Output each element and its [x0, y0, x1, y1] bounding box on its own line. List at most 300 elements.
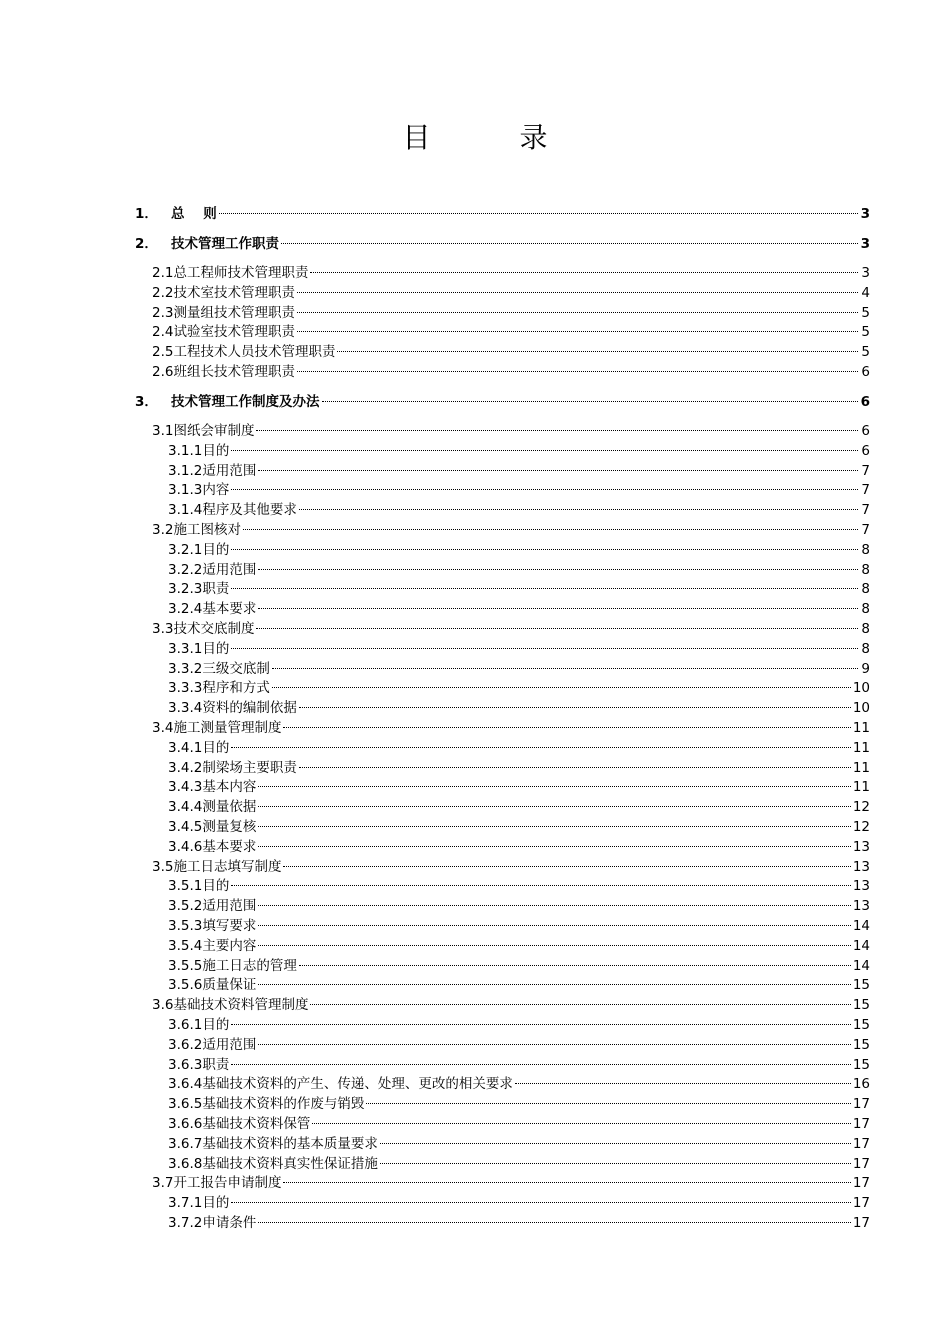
toc-entry-text: 班组长技术管理职责: [173, 364, 295, 380]
toc-leader-dots: [231, 549, 858, 550]
toc-entry-number: 3.4.5: [168, 819, 203, 835]
toc-entry[interactable]: [168, 639, 870, 659]
toc-entry[interactable]: [152, 619, 870, 639]
toc-leader-dots: [283, 866, 850, 867]
toc-entry-page: 11: [852, 739, 870, 756]
toc-leader-dots: [258, 806, 850, 807]
toc-entry-page: 7: [861, 522, 870, 538]
toc-entry-number: 2.1: [152, 265, 174, 281]
toc-entry-text: 总工程师技术管理职责: [173, 265, 309, 281]
toc-leader-dots: [380, 1163, 851, 1164]
toc-entry-text: 试验室技术管理职责: [173, 324, 295, 341]
toc-entry-number: 2.3: [152, 304, 174, 321]
toc-leader-dots: [231, 747, 850, 748]
toc-entry-label: [168, 1055, 229, 1075]
toc-entry-text: 填写要求: [202, 918, 257, 934]
toc-entry-number: 3.3.3: [168, 680, 203, 697]
toc-entry[interactable]: [168, 876, 870, 896]
toc-entry-label: [168, 540, 229, 560]
toc-entry-number: 3.6.3: [168, 1056, 203, 1073]
toc-entry-number: 3.2.3: [168, 581, 203, 598]
toc-entry[interactable]: [168, 1035, 870, 1055]
toc-entry-number: 3.6.5: [168, 1096, 203, 1113]
toc-entry-number: 1．: [135, 206, 158, 222]
toc-leader-dots: [312, 1123, 850, 1124]
toc-entry-number: 3.6.8: [168, 1155, 203, 1172]
toc-leader-dots: [219, 213, 858, 214]
toc-entry-page: 6: [861, 364, 870, 380]
toc-entry-number: 3.5.4: [168, 937, 203, 954]
toc-entry-number: 3.4.4: [168, 799, 203, 816]
toc-leader-dots: [231, 885, 850, 886]
toc-entry[interactable]: [152, 303, 870, 323]
toc-entry-label: [152, 322, 295, 342]
toc-entry-number: 3.4.2: [168, 759, 203, 776]
toc-entry-page: 8: [861, 561, 870, 578]
toc-leader-dots: [366, 1103, 850, 1104]
toc-entry-number: 3.7.2: [168, 1215, 203, 1231]
toc-entry-text: 适用范围: [202, 898, 257, 915]
toc-entry-label: [152, 1173, 281, 1193]
toc-entry-text: 程序和方式: [202, 680, 270, 697]
toc-entry-page: 8: [861, 621, 870, 637]
toc-entry[interactable]: [168, 817, 870, 837]
toc-entry[interactable]: [152, 283, 870, 303]
toc-entry-number: 2.4: [152, 324, 174, 341]
toc-entry-page: 11: [852, 759, 870, 776]
toc-entry-text: 目的: [202, 640, 230, 657]
toc-entry[interactable]: [168, 738, 870, 758]
toc-entry[interactable]: [168, 1074, 870, 1094]
toc-entry-label: [168, 480, 229, 500]
toc-entry-label: [168, 1134, 378, 1154]
toc-entry-label: [152, 718, 281, 738]
toc-entry-label: [135, 204, 217, 224]
toc-leader-dots: [231, 588, 858, 589]
toc-entry-text: 目的: [202, 1195, 230, 1212]
toc-entry-label: [152, 263, 308, 283]
toc-entry-page: 13: [852, 898, 870, 915]
toc-entry-text: 施工图核对: [173, 522, 241, 538]
toc-entry[interactable]: [152, 995, 870, 1015]
toc-entry-label: [168, 678, 270, 698]
toc-entry-label: [152, 619, 254, 639]
toc-entry[interactable]: [168, 797, 870, 817]
toc-entry-label: [168, 797, 256, 817]
toc-entry-label: [168, 579, 229, 599]
toc-entry-label: [168, 560, 256, 580]
toc-entry-text: 工程技术人员技术管理职责: [173, 344, 336, 361]
toc-entry-text: 质量保证: [202, 977, 257, 994]
toc-leader-dots: [297, 292, 858, 293]
toc-entry-page: 15: [852, 997, 870, 1014]
toc-entry-label: [168, 956, 297, 976]
toc-entry-label: [168, 916, 256, 936]
toc-entry[interactable]: [152, 1173, 870, 1193]
toc-entry-page: 13: [852, 838, 870, 855]
toc-entry-number: 3.1.3: [168, 482, 203, 499]
toc-leader-dots: [231, 1024, 850, 1025]
toc-entry-text: 制梁场主要职责: [202, 759, 297, 776]
toc-entry-page: 14: [852, 937, 870, 954]
toc-entry-text: 适用范围: [202, 1036, 257, 1053]
toc-entry-label: [168, 777, 256, 797]
toc-leader-dots: [297, 371, 858, 372]
toc-entry-page: 5: [861, 344, 870, 361]
toc-entry-label: [168, 758, 297, 778]
toc-entry[interactable]: [168, 896, 870, 916]
toc-leader-dots: [231, 1064, 850, 1065]
toc-leader-dots: [337, 351, 858, 352]
toc-entry-number: 3.3: [152, 621, 174, 637]
toc-entry-text: 开工报告申请制度: [173, 1175, 282, 1192]
toc-entry[interactable]: [135, 204, 870, 224]
toc-entry-page: 15: [852, 1056, 870, 1073]
toc-entry-page: 7: [861, 502, 870, 519]
toc-entry-page: 7: [861, 482, 870, 499]
toc-entry-page: 17: [852, 1195, 870, 1212]
toc-leader-dots: [258, 608, 858, 609]
toc-entry-text: 基础技术资料保管: [202, 1116, 311, 1132]
toc-entry-text: 目的: [202, 1017, 230, 1033]
toc-entry-page: 6: [861, 423, 870, 439]
toc-entry-text: 内容: [202, 482, 230, 499]
toc-entry[interactable]: [152, 718, 870, 738]
toc-leader-dots: [231, 1202, 850, 1203]
toc-leader-dots: [258, 826, 850, 827]
toc-entry-text: 技术交底制度: [173, 621, 255, 637]
toc-entry-label: [168, 698, 297, 718]
toc-entry-number: 3.4.3: [168, 779, 203, 796]
toc-entry[interactable]: [168, 1055, 870, 1075]
toc-entry-number: 3.4: [152, 720, 174, 736]
toc-entry-label: [152, 283, 295, 303]
toc-entry[interactable]: [168, 758, 870, 778]
toc-entry-label: [152, 995, 308, 1015]
toc-entry-label: [152, 303, 295, 323]
toc-entry-page: 5: [861, 324, 870, 341]
toc-entry-label: [168, 975, 256, 995]
toc-leader-dots: [310, 272, 858, 273]
toc-entry-number: 3.6.7: [168, 1135, 203, 1152]
toc-entry-text: 基础技术资料的作废与销毁: [202, 1096, 365, 1113]
toc-entry-page: 3: [861, 265, 870, 281]
toc-entry[interactable]: [168, 1094, 870, 1114]
toc-entry[interactable]: [168, 659, 870, 679]
toc-leader-dots: [299, 509, 858, 510]
toc-entry-label: [168, 441, 229, 461]
toc-entry-text: 总 则: [171, 206, 217, 222]
toc-leader-dots: [297, 331, 858, 332]
toc-entry-page: 10: [852, 700, 870, 717]
toc-entry-label: [168, 1154, 378, 1174]
toc-leader-dots: [299, 707, 851, 708]
toc-entry-label: [152, 421, 254, 441]
toc-entry[interactable]: [168, 1114, 870, 1134]
toc-entry-text: 技术管理工作制度及办法: [171, 393, 320, 410]
toc-entry-label: [168, 837, 256, 857]
toc-leader-dots: [272, 668, 858, 669]
toc-leader-dots: [256, 628, 858, 629]
toc-entry-text: 施工日志的管理: [202, 957, 297, 974]
toc-entry-number: 3.5.2: [168, 898, 203, 915]
toc-entry[interactable]: [168, 1154, 870, 1174]
toc-entry[interactable]: [168, 560, 870, 580]
toc-entry-number: 3.6.6: [168, 1116, 203, 1132]
toc-entry[interactable]: [152, 421, 870, 441]
toc-entry-number: 3.1.1: [168, 442, 203, 459]
toc-entry-page: 17: [852, 1135, 870, 1152]
toc-entry-text: 施工测量管理制度: [173, 720, 282, 736]
toc-entry[interactable]: [168, 480, 870, 500]
toc-entry-number: 3.4.6: [168, 838, 203, 855]
toc-entry-number: 3.1.4: [168, 502, 203, 519]
toc-entry-page: 9: [861, 660, 870, 677]
toc-leader-dots: [297, 312, 858, 313]
toc-leader-dots: [283, 727, 850, 728]
toc-leader-dots: [283, 1182, 850, 1183]
toc-entry-number: 3.6: [152, 997, 174, 1014]
toc-entry-label: [135, 234, 279, 254]
toc-entry-page: 17: [852, 1116, 870, 1132]
toc-entry[interactable]: [168, 698, 870, 718]
toc-entry-text: 基本要求: [202, 838, 257, 855]
toc-leader-dots: [258, 569, 858, 570]
toc-leader-dots: [258, 1044, 850, 1045]
toc-entry-text: 基础技术资料的产生、传递、处理、更改的相关要求: [202, 1076, 513, 1093]
toc-leader-dots: [258, 846, 850, 847]
toc-entry-number: 3.6.1: [168, 1017, 203, 1033]
toc-entry[interactable]: [152, 263, 870, 283]
toc-entry-text: 基本内容: [202, 779, 257, 796]
toc-entry-label: [168, 817, 256, 837]
toc-entry-number: 3.1: [152, 423, 174, 439]
toc-entry[interactable]: [168, 837, 870, 857]
toc-entry-number: 2.6: [152, 364, 174, 380]
toc-entry-label: [168, 1094, 364, 1114]
toc-leader-dots: [258, 470, 858, 471]
toc-entry-number: 3.6.2: [168, 1036, 203, 1053]
toc-leader-dots: [258, 984, 850, 985]
toc-entry-page: 12: [852, 799, 870, 816]
toc-entry-page: 4: [861, 284, 870, 301]
toc-entry-label: [168, 738, 229, 758]
toc-leader-dots: [258, 1222, 850, 1223]
toc-leader-dots: [256, 430, 858, 431]
toc-leader-dots: [258, 925, 850, 926]
toc-entry-page: 6: [861, 442, 870, 459]
toc-entry-number: 3.7: [152, 1175, 174, 1192]
toc-entry[interactable]: [168, 1134, 870, 1154]
toc-entry-number: 3.5.1: [168, 878, 203, 895]
toc-entry-page: 16: [852, 1076, 870, 1093]
toc-entry-number: 3.5.3: [168, 918, 203, 934]
toc-leader-dots: [380, 1143, 851, 1144]
toc-entry-label: [152, 520, 241, 540]
toc-entry-text: 适用范围: [202, 561, 257, 578]
toc-entry[interactable]: [152, 342, 870, 362]
toc-entry-page: 12: [852, 819, 870, 835]
toc-entry-label: [168, 1114, 310, 1134]
toc-entry-label: [168, 461, 256, 481]
toc-entry-page: 15: [852, 1017, 870, 1033]
toc-entry-number: 2.2: [152, 284, 174, 301]
toc-entry-text: 职责: [202, 1056, 230, 1073]
toc-entry-label: [168, 1213, 256, 1233]
toc-entry-page: 15: [852, 977, 870, 994]
toc-entry-label: [135, 392, 320, 412]
toc-entry-page: 6: [860, 393, 870, 410]
toc-leader-dots: [231, 450, 858, 451]
toc-entry[interactable]: [135, 234, 870, 254]
toc-entry-page: 10: [852, 680, 870, 697]
toc-entry-number: 3.5: [152, 858, 174, 875]
toc-entry[interactable]: [168, 441, 870, 461]
toc-entry-number: 3.2.1: [168, 541, 203, 558]
toc-entry[interactable]: [168, 599, 870, 619]
toc-leader-dots: [272, 687, 851, 688]
toc-entry-page: 13: [852, 858, 870, 875]
toc-entry-page: 11: [852, 779, 870, 796]
toc-entry-text: 图纸会审制度: [173, 423, 255, 439]
toc-entry-number: 3.3.4: [168, 700, 203, 717]
toc-entry[interactable]: [168, 1213, 870, 1233]
toc-entry[interactable]: [168, 956, 870, 976]
toc-entry-text: 目的: [202, 442, 230, 459]
toc-entry-label: [168, 659, 270, 679]
toc-leader-dots: [243, 529, 858, 530]
toc-entry[interactable]: [168, 678, 870, 698]
toc-entry-page: 7: [861, 462, 870, 479]
toc-entry-text: 基础技术资料的基本质量要求: [202, 1135, 378, 1152]
toc-entry-label: [168, 1035, 256, 1055]
toc-entry-text: 测量依据: [202, 799, 257, 816]
toc-entry[interactable]: [168, 461, 870, 481]
toc-entry[interactable]: [152, 322, 870, 342]
toc-entry-page: 14: [852, 957, 870, 974]
toc-leader-dots: [281, 243, 858, 244]
toc-entry-text: 职责: [202, 581, 230, 598]
toc-entry-text: 目的: [202, 878, 230, 895]
toc-entry[interactable]: [168, 777, 870, 797]
toc-entry-number: 3.2.4: [168, 601, 203, 618]
toc-leader-dots: [310, 1004, 850, 1005]
toc-entry-label: [168, 1015, 229, 1035]
toc-entry-page: 17: [852, 1096, 870, 1113]
toc-entry-text: 基础技术资料真实性保证措施: [202, 1155, 378, 1172]
toc-leader-dots: [299, 965, 851, 966]
toc-leader-dots: [258, 905, 850, 906]
toc-leader-dots: [231, 648, 858, 649]
toc-leader-dots: [515, 1083, 851, 1084]
toc-entry-text: 测量组技术管理职责: [173, 304, 295, 321]
toc-entry-text: 技术室技术管理职责: [173, 284, 295, 301]
toc-entry-page: 5: [861, 304, 870, 321]
toc-entry-label: [168, 876, 229, 896]
toc-entry-page: 8: [861, 601, 870, 618]
toc-entry-label: [168, 639, 229, 659]
toc-entry-label: [152, 362, 295, 382]
toc-entry-label: [168, 500, 297, 520]
toc-entry-number: 3.5.6: [168, 977, 203, 994]
toc-entry[interactable]: [168, 500, 870, 520]
toc-entry-page: 13: [852, 878, 870, 895]
toc-leader-dots: [258, 945, 850, 946]
toc-entry-page: 8: [861, 541, 870, 558]
toc-entry-text: 适用范围: [202, 462, 257, 479]
toc-entry-text: 目的: [202, 541, 230, 558]
toc-entry-page: 8: [861, 581, 870, 598]
toc-entry[interactable]: [168, 1193, 870, 1213]
toc-entry[interactable]: [152, 520, 870, 540]
toc-entry-page: 17: [852, 1175, 870, 1192]
toc-entry-number: 3．: [135, 393, 158, 410]
toc-entry-text: 基本要求: [202, 601, 257, 618]
toc-entry-number: 3.4.1: [168, 739, 203, 756]
toc-entry[interactable]: [168, 1015, 870, 1035]
toc-entry[interactable]: [168, 579, 870, 599]
toc-entry[interactable]: [168, 975, 870, 995]
toc-entry-text: 资料的编制依据: [202, 700, 297, 717]
page-title: 目 录: [402, 121, 588, 154]
toc-entry[interactable]: [135, 392, 870, 412]
toc-entry-text: 基础技术资料管理制度: [173, 997, 309, 1014]
toc-entry-label: [152, 857, 281, 877]
toc-leader-dots: [299, 767, 851, 768]
toc-entry-page: 17: [852, 1155, 870, 1172]
toc-entry[interactable]: [152, 362, 870, 382]
toc-entry-number: 3.5.5: [168, 957, 203, 974]
toc-entry-label: [168, 599, 256, 619]
toc-entry-number: 2．: [135, 235, 158, 252]
toc-entry-number: 2.5: [152, 344, 174, 361]
toc-entry[interactable]: [168, 936, 870, 956]
toc-leader-dots: [322, 401, 859, 402]
toc-entry-number: 3.2.2: [168, 561, 203, 578]
toc-entry-text: 目的: [202, 739, 230, 756]
toc-entry-number: 3.1.2: [168, 462, 203, 479]
toc-entry-page: 17: [852, 1215, 870, 1231]
toc-entry-page: 3: [860, 206, 870, 222]
toc-entry-number: 3.3.2: [168, 660, 203, 677]
toc-leader-dots: [258, 786, 850, 787]
toc-entry-text: 三级交底制: [202, 660, 270, 677]
toc-entry-page: 14: [852, 918, 870, 934]
toc-entry-label: [152, 342, 335, 362]
toc-entry-text: 测量复核: [202, 819, 257, 835]
toc-entry-label: [168, 896, 256, 916]
toc-entry-text: 主要内容: [202, 937, 257, 954]
toc-entry-text: 技术管理工作职责: [171, 235, 279, 252]
toc-entry-text: 施工日志填写制度: [173, 858, 282, 875]
toc-entry-page: 11: [852, 720, 870, 736]
toc-entry-number: 3.6.4: [168, 1076, 203, 1093]
toc-entry-text: 程序及其他要求: [202, 502, 297, 519]
toc-entry-label: [168, 1193, 229, 1213]
toc-entry-label: [168, 1074, 513, 1094]
toc-entry-label: [168, 936, 256, 956]
toc-leader-dots: [231, 489, 858, 490]
toc-entry-number: 3.3.1: [168, 640, 203, 657]
toc-entry-page: 3: [860, 235, 870, 252]
toc-entry-text: 申请条件: [202, 1215, 257, 1231]
toc-entry-number: 3.2: [152, 522, 174, 538]
toc-entry[interactable]: [152, 857, 870, 877]
toc-entry-page: 8: [861, 640, 870, 657]
toc-entry-page: 15: [852, 1036, 870, 1053]
toc-entry[interactable]: [168, 540, 870, 560]
toc-entry[interactable]: [168, 916, 870, 936]
